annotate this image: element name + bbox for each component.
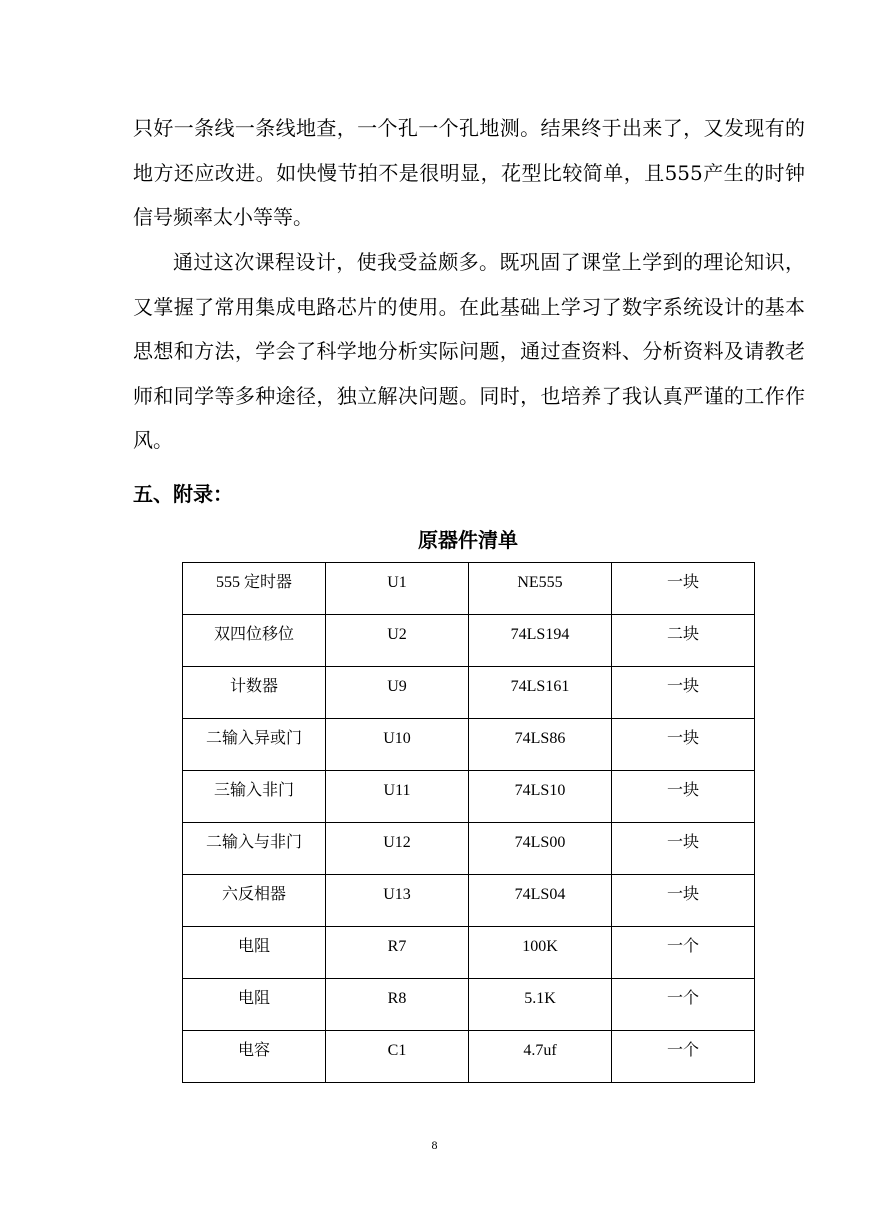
cell-text: 一块 [666, 834, 699, 851]
page-number: 8 [431, 1138, 438, 1152]
quantity-cell [612, 615, 755, 667]
table-row [183, 615, 755, 667]
part-number-cell [469, 615, 612, 667]
quantity-cell [612, 667, 755, 719]
cell-text: U12 [383, 834, 411, 851]
component-name-cell [183, 563, 326, 615]
cell-text: U11 [383, 782, 411, 799]
cell-text: 二块 [666, 626, 699, 643]
cell-text: C1 [387, 1042, 407, 1059]
cell-text: 一块 [666, 678, 699, 695]
cell-text: R8 [387, 990, 407, 1007]
cell-text: 一个 [666, 938, 699, 955]
cell-text: 74LS00 [514, 834, 566, 851]
section-heading-appendix: 五、附录： [133, 482, 233, 506]
table-title: 原器件清单 [418, 528, 518, 552]
cell-text: 100K [522, 938, 558, 955]
cell-text: 二输入与非门 [205, 834, 302, 851]
designator-cell [326, 771, 469, 823]
part-number-cell [469, 771, 612, 823]
cell-text: U10 [383, 730, 411, 747]
cell-text: 电阻 [237, 938, 270, 955]
cell-text: 74LS161 [510, 678, 570, 695]
component-name-cell [183, 1031, 326, 1083]
cell-text: 三输入非门 [213, 782, 294, 799]
cell-text: 电容 [237, 1042, 270, 1059]
cell-text: 计数器 [229, 678, 278, 695]
table-row [183, 771, 755, 823]
cell-text: 一个 [666, 990, 699, 1007]
quantity-cell [612, 979, 755, 1031]
cell-text: 一块 [666, 886, 699, 903]
table-row [183, 563, 755, 615]
cell-text: 74LS10 [514, 782, 566, 799]
part-number-cell [469, 667, 612, 719]
cell-text: 555 定时器 [215, 574, 292, 591]
designator-cell [326, 1031, 469, 1083]
cell-text: 5.1K [524, 990, 556, 1007]
part-number-cell [469, 875, 612, 927]
quantity-cell [612, 823, 755, 875]
component-name-cell [183, 979, 326, 1031]
cell-text: 一块 [666, 730, 699, 747]
designator-cell [326, 615, 469, 667]
part-number-cell [469, 719, 612, 771]
part-number-cell [469, 927, 612, 979]
table-row [183, 823, 755, 875]
component-name-cell [183, 927, 326, 979]
designator-cell [326, 823, 469, 875]
cell-text: 双四位移位 [213, 626, 294, 643]
designator-cell [326, 979, 469, 1031]
component-name-cell [183, 823, 326, 875]
cell-text: 一个 [666, 1042, 699, 1059]
components-table [182, 562, 755, 1083]
quantity-cell [612, 563, 755, 615]
designator-cell [326, 927, 469, 979]
cell-text: 一块 [666, 782, 699, 799]
designator-cell [326, 563, 469, 615]
cell-text: U1 [387, 574, 407, 591]
cell-text: 六反相器 [221, 886, 286, 903]
cell-text: 4.7uf [523, 1042, 557, 1059]
table-row [183, 875, 755, 927]
component-name-cell [183, 719, 326, 771]
designator-cell [326, 667, 469, 719]
designator-cell [326, 875, 469, 927]
quantity-cell [612, 927, 755, 979]
part-number-cell [469, 1031, 612, 1083]
cell-text: R7 [387, 938, 407, 955]
part-number-cell [469, 979, 612, 1031]
cell-text: 74LS86 [514, 730, 566, 747]
cell-text: U2 [387, 626, 407, 643]
table-row [183, 927, 755, 979]
designator-cell [326, 719, 469, 771]
table-row [183, 1031, 755, 1083]
cell-text: U9 [387, 678, 407, 695]
part-number-cell [469, 563, 612, 615]
component-name-cell [183, 667, 326, 719]
table-row [183, 719, 755, 771]
quantity-cell [612, 719, 755, 771]
paragraph-2: 通过这次课程设计，使我受益颇多。既巩固了课堂上学到的理论知识，又掌握了常用集成电路芯片的使用。在此基础上学习了数字系统设计的基本思想和方法，学会了科学地分析实际问题，通过查资料、分析资料及请教老师和同学等多种途径，独立解决问题。同时，也培养了我认真严谨的工作作风。 [133, 250, 805, 452]
paragraph-1: 只好一条线一条线地查，一个孔一个孔地测。结果终于出来了，又发现有的地方还应改进。如快慢节拍不是很明显，花型比较简单，且555产生的时钟信号频率太小等等。 [133, 116, 805, 229]
component-name-cell [183, 875, 326, 927]
table-row [183, 979, 755, 1031]
cell-text: 二输入异或门 [205, 730, 302, 747]
cell-text: 74LS04 [514, 886, 566, 903]
cell-text: 一块 [666, 574, 699, 591]
component-name-cell [183, 771, 326, 823]
cell-text: 电阻 [237, 990, 270, 1007]
cell-text: NE555 [517, 574, 563, 591]
quantity-cell [612, 875, 755, 927]
part-number-cell [469, 823, 612, 875]
quantity-cell [612, 1031, 755, 1083]
table-row [183, 667, 755, 719]
cell-text: U13 [383, 886, 411, 903]
component-name-cell [183, 615, 326, 667]
quantity-cell [612, 771, 755, 823]
cell-text: 74LS194 [510, 626, 570, 643]
